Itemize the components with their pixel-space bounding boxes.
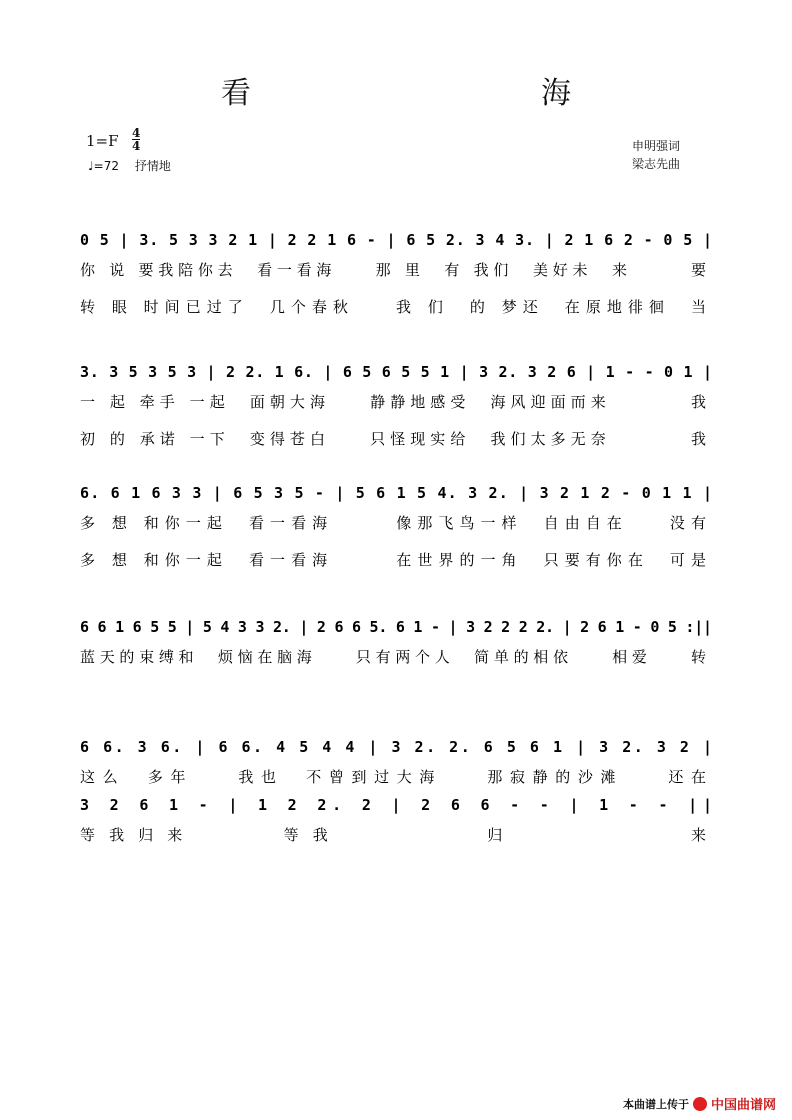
system-notes: 6 6. 3 6. | 6 6. 4 5 4 4 | 3 2. 2. 6 5 6 1 | 3 2. 3 2 | xyxy=(80,738,713,756)
tempo-value: ♩=72 xyxy=(88,159,119,173)
lyric-line: 一 起 牵手 一起 面朝大海 静静地感受 海风迎面而来 我 xyxy=(80,393,706,411)
lyric-line: 转 眼 时间已过了 几个春秋 我 们 的 梦还 在原地徘徊 当 xyxy=(80,298,706,316)
footer-site: 中国曲谱网 xyxy=(710,1098,776,1113)
expression-marking: 抒情地 xyxy=(134,159,171,173)
lyric-line: 初 的 承诺 一下 变得苍白 只怪现实给 我们太多无奈 我 xyxy=(80,430,706,448)
score-system-2 xyxy=(80,363,712,448)
lyric-line: 你 说 要我陪你去 看一看海 那 里 有 我们 美好未 来 要 xyxy=(80,261,706,279)
score-system-6 xyxy=(80,796,712,844)
composer: 梁志先曲 xyxy=(632,157,681,171)
time-signature-top: 4 xyxy=(132,126,141,140)
score-system-5 xyxy=(80,738,712,786)
system-notes: 6. 6 1 6 3 3 | 6 5 3 5 - | 5 6 1 5 4. 3 2. | 3 2 1 2 - 0 1 1 | xyxy=(80,484,712,502)
score-system-3 xyxy=(80,484,712,569)
lyric-line: 多 想 和你一起 看一看海 在世界的一角 只要有你在 可是 xyxy=(80,551,706,569)
time-signature-bottom: 4 xyxy=(132,139,141,153)
lyric-line: 等我归来 等我 归 来 xyxy=(80,826,706,844)
key-signature: 1=F xyxy=(86,132,119,150)
lyric-line: 蓝天的束缚和 烦恼在脑海 只有两个人 简单的相依 相爱 转 xyxy=(80,648,706,666)
score-system-4 xyxy=(80,618,712,666)
score-system-1 xyxy=(80,231,712,316)
lyricist: 申明强词 xyxy=(632,139,681,153)
footer-prefix: 本曲谱上传于 xyxy=(622,1097,689,1111)
system-notes: 3 2 6 1 - | 1 2 2. 2 | 2 6 6 - - | 1 - - || xyxy=(80,796,713,814)
site-logo-icon xyxy=(693,1097,707,1111)
system-notes: 3. 3 5 3 5 3 | 2 2. 1 6. | 6 5 6 5 5 1 | 3 2. 3 2 6 | 1 - - 0 1 | xyxy=(80,363,712,381)
footer xyxy=(623,1094,776,1113)
lyric-line: 多 想 和你一起 看一看海 像那飞鸟一样 自由自在 没有 xyxy=(80,514,706,532)
song-title: 看 海 xyxy=(221,76,701,111)
system-notes: 0 5 | 3. 5 3 3 2 1 | 2 2 1 6 - | 6 5 2. 3 4 3. | 2 1 6 2 - 0 5 | xyxy=(80,231,712,249)
system-notes: 6 6 1 6 5 5 | 5 4 3 3 2. | 2 6 6 5. 6 1 - | 3 2 2 2 2. | 2 6 1 - 0 5 :|| xyxy=(80,618,712,636)
lyric-line: 这么 多年 我也 不曾到过大海 那寂静的沙滩 还在 xyxy=(80,768,706,786)
